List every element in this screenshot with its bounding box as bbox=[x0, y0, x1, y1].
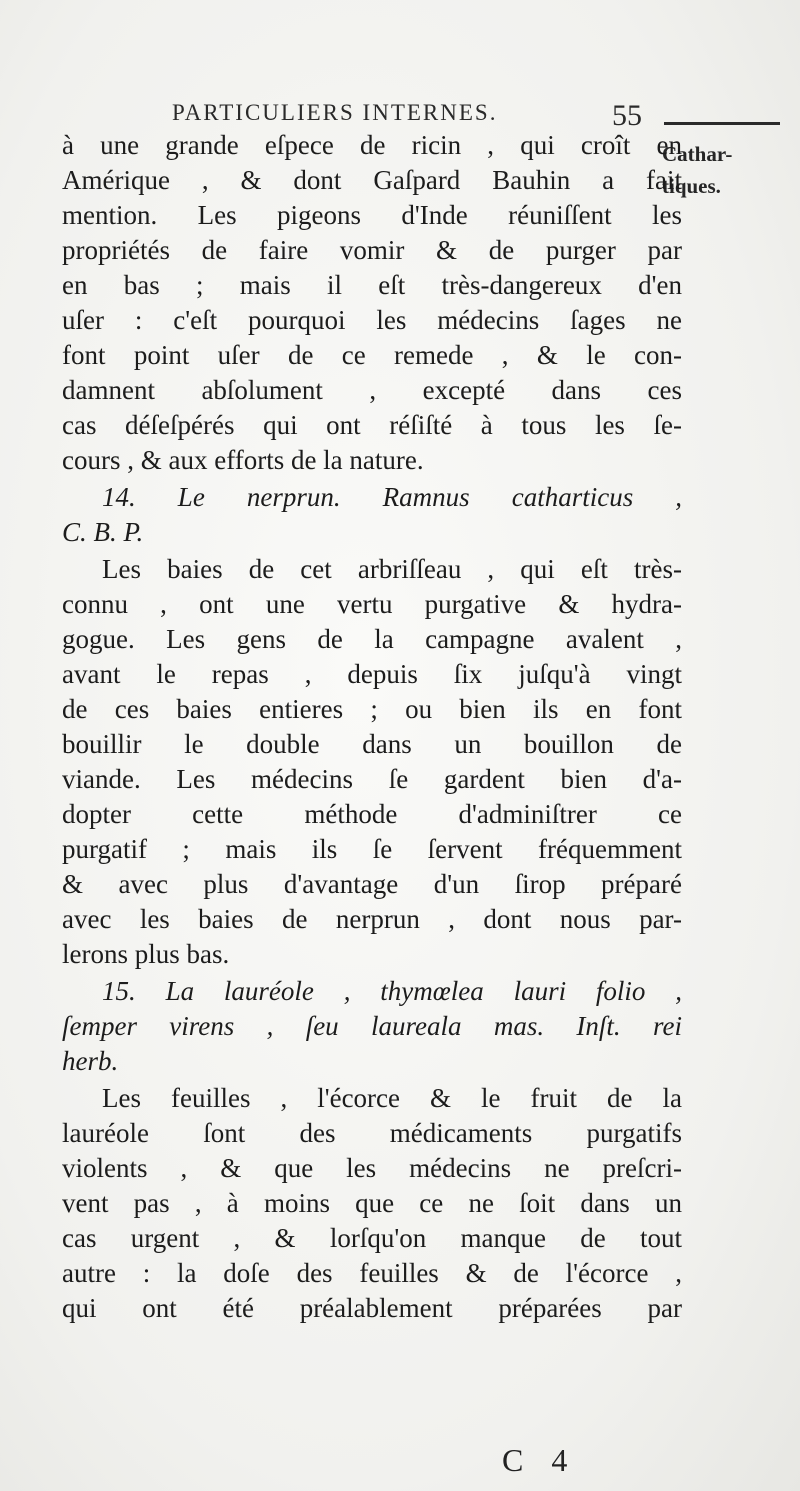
text-line: damnent abſolument , excepté dans ces bbox=[62, 375, 682, 405]
text-line: purgatif ; mais ils ſe ſervent fréquemment bbox=[62, 834, 682, 864]
body-text bbox=[62, 128, 682, 1326]
text-line: & avec plus d'avantage d'un ſirop préparé bbox=[62, 869, 682, 899]
text-line: Amérique , & dont Gaſpard Bauhin a fait bbox=[62, 165, 682, 195]
text-line: en bas ; mais il eſt très-dangereux d'en bbox=[62, 270, 682, 300]
text-line: de ces baies entieres ; ou bien ils en font bbox=[62, 694, 682, 724]
text-line: lerons plus bas. bbox=[62, 939, 230, 969]
entry-heading-laureole: 15. La lauréole , thymœlea lauri folio , bbox=[102, 976, 682, 1006]
text-line: gogue. Les gens de la campagne avalent , bbox=[62, 624, 682, 654]
text-line: violents , & que les médecins ne preſcri- bbox=[62, 1153, 682, 1183]
text-line: Les feuilles , l'écorce & le fruit de la bbox=[102, 1083, 682, 1113]
text-line: cas déſeſpérés qui ont réſiſté à tous les ſe- bbox=[62, 410, 682, 440]
text-line: viande. Les médecins ſe gardent bien d'a- bbox=[62, 764, 682, 794]
margin-note-line: tiques. bbox=[662, 174, 721, 198]
text-line: cas urgent , & lorſqu'on manque de tout bbox=[62, 1223, 682, 1253]
entry-heading-laureole-cont: herb. bbox=[62, 1046, 119, 1076]
text-line: vent pas , à moins que ce ne ſoit dans un bbox=[62, 1188, 682, 1218]
text-line: lauréole ſont des médicaments purgatifs bbox=[62, 1118, 682, 1148]
text-line: connu , ont une vertu purgative & hydra- bbox=[62, 589, 682, 619]
entry-heading-laureole-cont: ſemper virens , ſeu laureala mas. Inſt. rei bbox=[62, 1011, 682, 1041]
text-line: uſer : c'eſt pourquoi les médecins ſages ne bbox=[62, 305, 682, 335]
text-line: font point uſer de ce remede , & le con- bbox=[62, 340, 682, 370]
text-line: Les baies de cet arbriſſeau , qui eſt très- bbox=[102, 554, 682, 584]
text-line: avant le repas , depuis ſix juſqu'à vingt bbox=[62, 659, 682, 689]
text-line: dopter cette méthode d'adminiſtrer ce bbox=[62, 799, 682, 829]
signature-mark: C 4 bbox=[502, 1442, 578, 1478]
text-line: qui ont été préalablement préparées par bbox=[62, 1293, 682, 1323]
text-line: cours , & aux efforts de la nature. bbox=[62, 445, 424, 475]
text-line: autre : la doſe des feuilles & de l'écorce , bbox=[62, 1258, 682, 1288]
text-line: avec les baies de nerprun , dont nous par- bbox=[62, 904, 682, 934]
text-line: bouillir le double dans un bouillon de bbox=[62, 729, 682, 759]
margin-note-line: Cathar- bbox=[662, 142, 733, 166]
running-head: PARTICULIERS INTERNES. bbox=[172, 100, 498, 125]
entry-heading-nerprun: 14. Le nerprun. Ramnus catharticus , bbox=[102, 482, 682, 512]
text-line: à une grande eſpece de ricin , qui croît en bbox=[62, 130, 682, 160]
text-line: mention. Les pigeons d'Inde réuniſſent les bbox=[62, 200, 682, 230]
text-line: propriétés de faire vomir & de purger par bbox=[62, 235, 682, 265]
margin-rule bbox=[664, 122, 780, 125]
entry-heading-nerprun-cont: C. B. P. bbox=[62, 517, 144, 547]
page-number: 55 bbox=[612, 99, 642, 132]
